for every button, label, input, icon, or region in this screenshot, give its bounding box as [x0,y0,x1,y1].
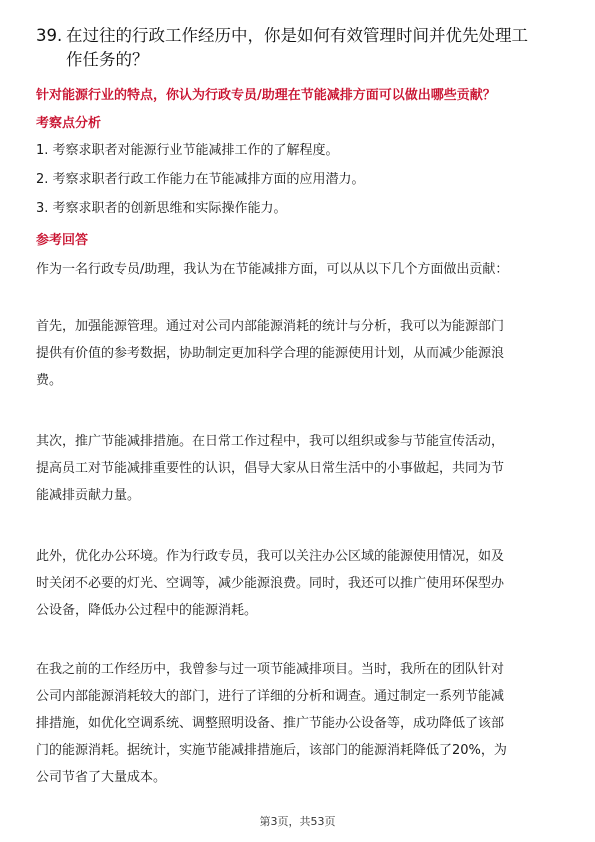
paragraph-line: 此外，优化办公环境。作为行政专员，我可以关注办公区域的能源使用情况，如及 [36,549,505,564]
answer-paragraph-3 [36,428,560,509]
question-title [36,24,566,72]
paragraph-line: 首先，加强能源管理。通过对公司内部能源消耗的统计与分析，我可以为能源部门 [36,319,505,334]
answer-paragraph-5 [36,656,560,791]
paragraph-line: 时关闭不必要的灯光、空调等，减少能源浪费。同时，我还可以推广使用环保型办 [36,576,505,591]
answer-paragraph-2 [36,313,560,394]
answer-paragraph-1 [36,256,560,283]
paragraph-line: 费。 [36,373,63,388]
paragraph-line: 公设备，降低办公过程中的能源消耗。 [36,603,258,618]
paragraph-line: 其次，推广节能减排措施。在日常工作过程中，我可以组织或参与节能宣传活动， [36,434,505,449]
paragraph-line: 门的能源消耗。据统计，实施节能减排措施后，该部门的能源消耗降低了20%，为 [36,743,507,758]
sub-question: 针对能源行业的特点，你认为行政专员/助理在节能减排方面可以做出哪些贡献？ [36,88,496,103]
paragraph-line: 能减排贡献力量。 [36,488,141,503]
analysis-heading: 考察点分析 [36,116,102,131]
paragraph-line: 公司内部能源消耗较大的部门，进行了详细的分析和调查。通过制定一系列节能减 [36,689,505,704]
answer-heading: 参考回答 [36,233,89,248]
question-text-line1: 在过往的行政工作经历中，你是如何有效管理时间并优先处理工 [66,26,528,45]
paragraph-line: 提高员工对节能减排重要性的认识，倡导大家从日常生活中的小事做起，共同为节 [36,461,505,476]
page-footer: 第3页，共53页 [259,815,336,828]
question-number: 39. [36,26,63,45]
paragraph-line: 在我之前的工作经历中，我曾参与过一项节能减排项目。当时，我所在的团队针对 [36,662,505,677]
paragraph-line: 提供有价值的参考数据，协助制定更加科学合理的能源使用计划，从而减少能源浪 [36,346,505,361]
paragraph-line: 公司节省了大量成本。 [36,770,167,785]
analysis-item-2: 2. 考察求职者行政工作能力在节能减排方面的应用潜力。 [36,172,365,187]
analysis-item-1: 1. 考察求职者对能源行业节能减排工作的了解程度。 [36,143,339,158]
answer-paragraph-4 [36,543,560,624]
question-title-line1 [36,24,566,48]
paragraph-line: 作为一名行政专员/助理，我认为在节能减排方面，可以从以下几个方面做出贡献： [36,262,509,277]
paragraph-line: 排措施，如优化空调系统、调整照明设备、推广节能办公设备等，成功降低了该部 [36,716,505,731]
analysis-item-3: 3. 考察求职者的创新思维和实际操作能力。 [36,201,287,216]
question-text-line2: 作任务的？ [66,50,149,69]
